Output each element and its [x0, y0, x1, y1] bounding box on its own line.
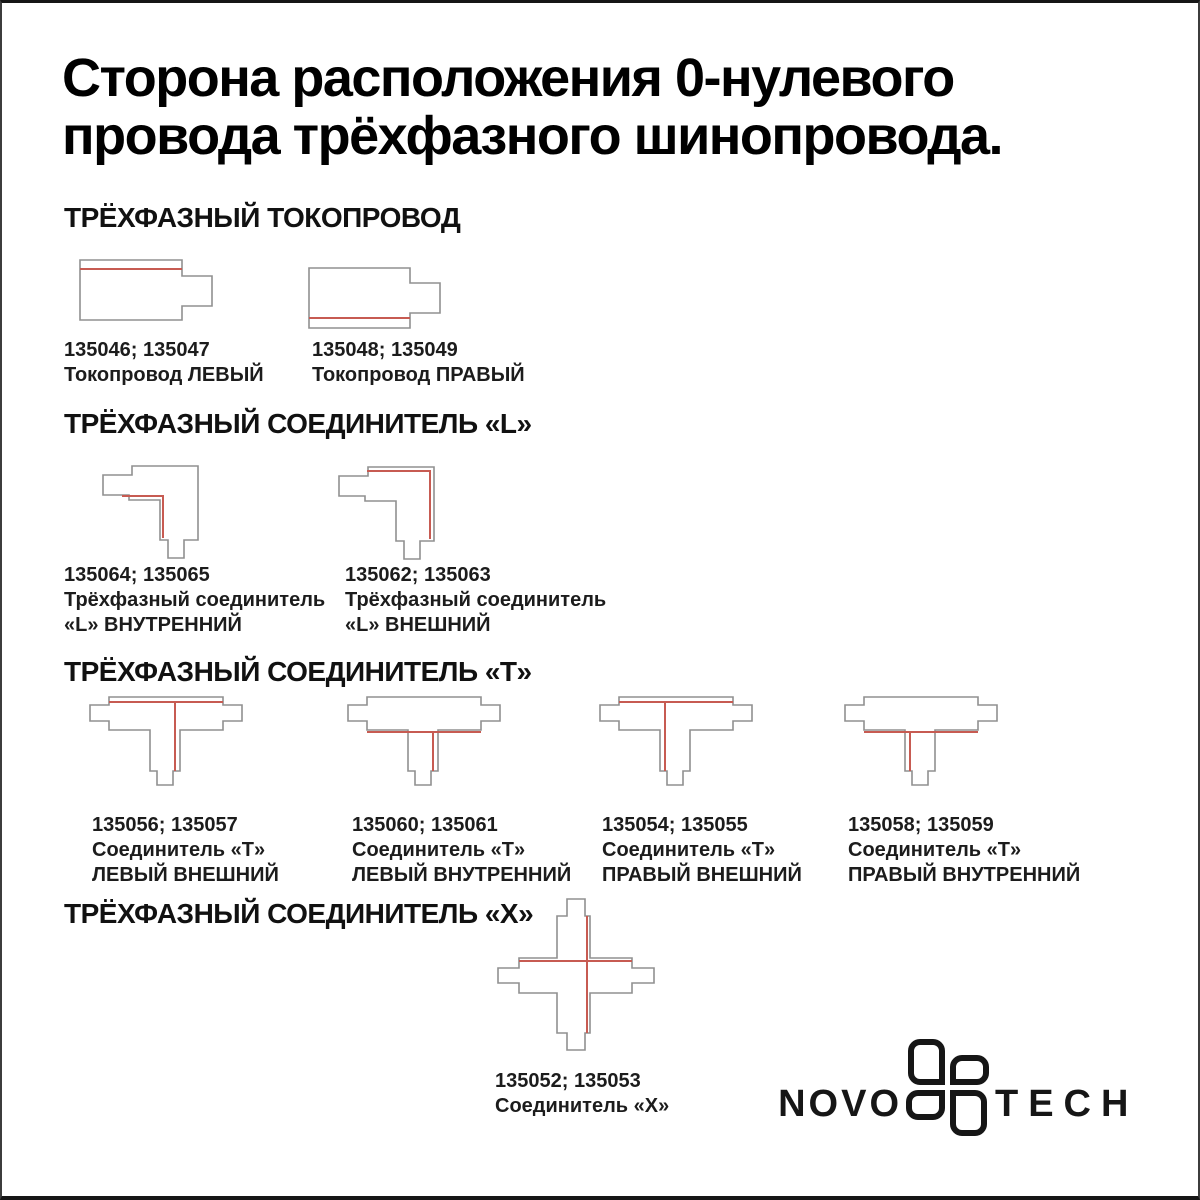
product-name: Соединитель «Х»	[495, 1095, 670, 1117]
connector-outline	[498, 899, 654, 1050]
product-codes: 135052; 135053	[495, 1070, 641, 1092]
connector-outline	[90, 697, 242, 785]
logo-text-novo: NOVO	[778, 1083, 902, 1125]
product-label	[92, 813, 279, 888]
product-label	[848, 813, 1080, 888]
section-heading-x-connector: ТРЁХФАЗНЫЙ СОЕДИНИТЕЛЬ «Х»	[64, 898, 534, 929]
diagram-t-left-inner	[347, 696, 501, 786]
diagram-l-inner	[102, 465, 199, 559]
product-label	[345, 563, 606, 638]
diagram-l-outer	[338, 466, 435, 560]
product-codes: 135046; 135047	[64, 339, 210, 361]
diagram-feed-right	[308, 267, 441, 329]
logo-petal-icon	[950, 1055, 989, 1085]
product-name: Токопровод ЛЕВЫЙ	[64, 364, 264, 386]
connector-outline	[339, 467, 434, 559]
section-heading-t-connector: ТРЁХФАЗНЫЙ СОЕДИНИТЕЛЬ «Т»	[64, 656, 532, 687]
connector-outline	[600, 697, 752, 785]
page-title	[62, 49, 1142, 165]
product-name: Токопровод ПРАВЫЙ	[312, 364, 525, 386]
diagram-feed-left	[79, 259, 213, 321]
diagram-t-right-inner	[844, 696, 998, 786]
section-heading-l-connector: ТРЁХФАЗНЫЙ СОЕДИНИТЕЛЬ «L»	[64, 408, 532, 439]
diagram-t-left-outer	[89, 696, 243, 786]
product-name-2: ПРАВЫЙ ВНЕШНИЙ	[602, 864, 802, 886]
neutral-wire-line	[122, 496, 163, 538]
logo-text-tech: TECH	[995, 1083, 1139, 1125]
product-label	[312, 338, 525, 388]
logo-petal-icon	[950, 1090, 987, 1136]
product-name-2: «L» ВНУТРЕННИЙ	[64, 614, 242, 636]
product-name: Соединитель «Т»	[92, 839, 266, 861]
logo-petal-icon	[906, 1090, 945, 1120]
product-name: Соединитель «Т»	[848, 839, 1022, 861]
product-label	[602, 813, 802, 888]
product-label	[64, 563, 325, 638]
connector-outline	[103, 466, 198, 558]
product-name: Трёхфазный соединитель	[345, 589, 607, 611]
product-codes: 135060; 135061	[352, 814, 498, 836]
product-label	[352, 813, 571, 888]
connector-outline	[348, 697, 500, 785]
logo-petal-icon	[908, 1039, 945, 1085]
section-heading-feed: ТРЁХФАЗНЫЙ ТОКОПРОВОД	[64, 202, 461, 233]
product-name: Соединитель «Т»	[352, 839, 526, 861]
product-codes: 135058; 135059	[848, 814, 994, 836]
connector-outline	[845, 697, 997, 785]
page-title-line1: Сторона расположения 0-нулевого	[62, 48, 954, 108]
product-codes: 135054; 135055	[602, 814, 748, 836]
product-name: Соединитель «Т»	[602, 839, 776, 861]
product-name-2: ЛЕВЫЙ ВНЕШНИЙ	[92, 864, 279, 886]
product-codes: 135048; 135049	[312, 339, 458, 361]
product-label	[495, 1069, 669, 1119]
product-name-2: «L» ВНЕШНИЙ	[345, 614, 491, 636]
page-title-line2: провода трёхфазного шинопровода.	[62, 106, 1003, 166]
product-name: Трёхфазный соединитель	[64, 589, 326, 611]
product-codes: 135056; 135057	[92, 814, 238, 836]
product-name-2: ПРАВЫЙ ВНУТРЕННИЙ	[848, 864, 1081, 886]
diagram-t-right-outer	[599, 696, 753, 786]
product-codes: 135062; 135063	[345, 564, 491, 586]
product-codes: 135064; 135065	[64, 564, 210, 586]
product-name-2: ЛЕВЫЙ ВНУТРЕННИЙ	[352, 864, 572, 886]
product-label	[64, 338, 264, 388]
diagram-x-connector	[497, 898, 655, 1051]
